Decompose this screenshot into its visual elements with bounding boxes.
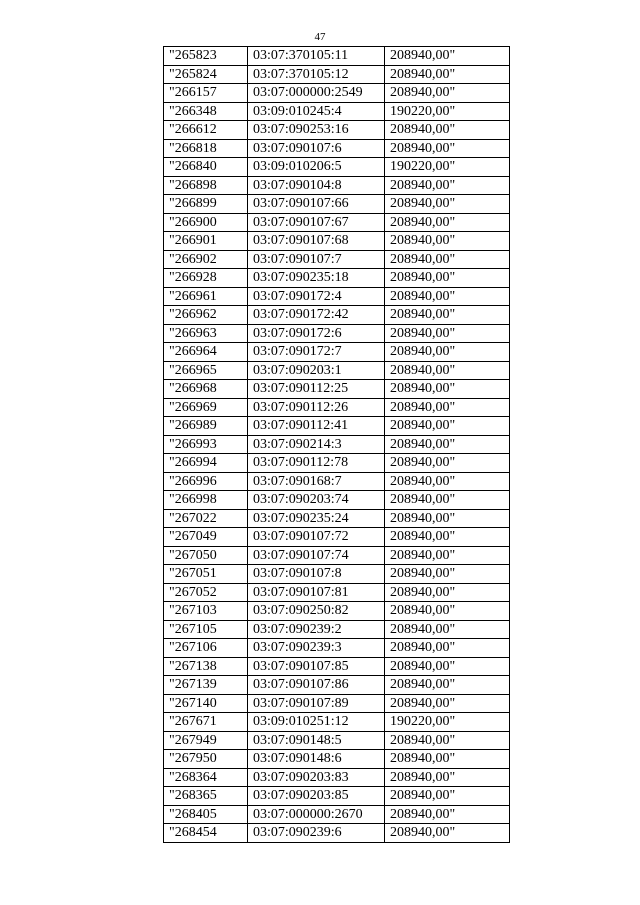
record-number-cell: "266928 xyxy=(164,269,248,288)
record-number-cell: "266612 xyxy=(164,121,248,140)
value-cell: 208940,00" xyxy=(385,528,510,547)
record-number-cell: "267022 xyxy=(164,509,248,528)
value-cell: 208940,00" xyxy=(385,824,510,843)
value-cell: 208940,00" xyxy=(385,565,510,584)
record-number-cell: "266961 xyxy=(164,287,248,306)
value-cell: 208940,00" xyxy=(385,398,510,417)
cadastral-number-cell: 03:07:090214:3 xyxy=(248,435,385,454)
value-cell: 208940,00" xyxy=(385,546,510,565)
cadastral-number-cell: 03:07:090107:81 xyxy=(248,583,385,602)
table-row xyxy=(164,398,510,417)
value-cell: 208940,00" xyxy=(385,472,510,491)
record-number-cell: "266964 xyxy=(164,343,248,362)
record-number-cell: "268405 xyxy=(164,805,248,824)
cadastral-number-cell: 03:07:090239:3 xyxy=(248,639,385,658)
table-row xyxy=(164,824,510,843)
table-row xyxy=(164,528,510,547)
table-row xyxy=(164,306,510,325)
value-cell: 208940,00" xyxy=(385,195,510,214)
cadastral-number-cell: 03:09:010245:4 xyxy=(248,102,385,121)
table-row xyxy=(164,805,510,824)
table-row xyxy=(164,676,510,695)
record-number-cell: "266962 xyxy=(164,306,248,325)
cadastral-number-cell: 03:07:090203:74 xyxy=(248,491,385,510)
table-row xyxy=(164,472,510,491)
value-cell: 208940,00" xyxy=(385,84,510,103)
record-number-cell: "267140 xyxy=(164,694,248,713)
record-number-cell: "266900 xyxy=(164,213,248,232)
record-number-cell: "266969 xyxy=(164,398,248,417)
cadastral-number-cell: 03:07:090107:6 xyxy=(248,139,385,158)
table-row xyxy=(164,639,510,658)
value-cell: 208940,00" xyxy=(385,454,510,473)
value-cell: 208940,00" xyxy=(385,361,510,380)
registry-table xyxy=(163,46,510,843)
cadastral-number-cell: 03:07:370105:12 xyxy=(248,65,385,84)
cadastral-number-cell: 03:07:090107:67 xyxy=(248,213,385,232)
cadastral-number-cell: 03:07:090104:8 xyxy=(248,176,385,195)
cadastral-number-cell: 03:07:090239:2 xyxy=(248,620,385,639)
table-row xyxy=(164,176,510,195)
value-cell: 208940,00" xyxy=(385,491,510,510)
cadastral-number-cell: 03:07:090235:24 xyxy=(248,509,385,528)
value-cell: 208940,00" xyxy=(385,435,510,454)
cadastral-number-cell: 03:07:090203:1 xyxy=(248,361,385,380)
value-cell: 208940,00" xyxy=(385,509,510,528)
table-row xyxy=(164,657,510,676)
record-number-cell: "266994 xyxy=(164,454,248,473)
table-row xyxy=(164,84,510,103)
cadastral-number-cell: 03:07:090250:82 xyxy=(248,602,385,621)
cadastral-number-cell: 03:07:090235:18 xyxy=(248,269,385,288)
value-cell: 208940,00" xyxy=(385,306,510,325)
value-cell: 208940,00" xyxy=(385,639,510,658)
record-number-cell: "267049 xyxy=(164,528,248,547)
record-number-cell: "268365 xyxy=(164,787,248,806)
record-number-cell: "266963 xyxy=(164,324,248,343)
cadastral-number-cell: 03:07:090107:8 xyxy=(248,565,385,584)
page-number: 47 xyxy=(314,31,326,43)
record-number-cell: "266998 xyxy=(164,491,248,510)
cadastral-number-cell: 03:07:090112:25 xyxy=(248,380,385,399)
cadastral-number-cell: 03:07:090253:16 xyxy=(248,121,385,140)
cadastral-number-cell: 03:07:090172:4 xyxy=(248,287,385,306)
value-cell: 208940,00" xyxy=(385,731,510,750)
value-cell: 190220,00" xyxy=(385,158,510,177)
value-cell: 208940,00" xyxy=(385,417,510,436)
table-row xyxy=(164,232,510,251)
record-number-cell: "266968 xyxy=(164,380,248,399)
cadastral-number-cell: 03:07:090148:5 xyxy=(248,731,385,750)
value-cell: 208940,00" xyxy=(385,750,510,769)
record-number-cell: "266348 xyxy=(164,102,248,121)
value-cell: 208940,00" xyxy=(385,269,510,288)
value-cell: 208940,00" xyxy=(385,657,510,676)
record-number-cell: "266899 xyxy=(164,195,248,214)
value-cell: 208940,00" xyxy=(385,694,510,713)
value-cell: 208940,00" xyxy=(385,250,510,269)
cadastral-number-cell: 03:07:090203:85 xyxy=(248,787,385,806)
record-number-cell: "266989 xyxy=(164,417,248,436)
value-cell: 208940,00" xyxy=(385,47,510,66)
cadastral-number-cell: 03:07:090239:6 xyxy=(248,824,385,843)
record-number-cell: "266818 xyxy=(164,139,248,158)
registry-table-body xyxy=(164,47,510,843)
value-cell: 208940,00" xyxy=(385,324,510,343)
table-row xyxy=(164,509,510,528)
record-number-cell: "267103 xyxy=(164,602,248,621)
value-cell: 208940,00" xyxy=(385,287,510,306)
record-number-cell: "265823 xyxy=(164,47,248,66)
value-cell: 208940,00" xyxy=(385,121,510,140)
cadastral-number-cell: 03:07:090107:74 xyxy=(248,546,385,565)
record-number-cell: "266993 xyxy=(164,435,248,454)
record-number-cell: "268454 xyxy=(164,824,248,843)
cadastral-number-cell: 03:07:090172:6 xyxy=(248,324,385,343)
cadastral-number-cell: 03:07:090107:68 xyxy=(248,232,385,251)
table-row xyxy=(164,417,510,436)
value-cell: 208940,00" xyxy=(385,620,510,639)
table-row xyxy=(164,121,510,140)
record-number-cell: "266898 xyxy=(164,176,248,195)
table-row xyxy=(164,361,510,380)
cadastral-number-cell: 03:07:090107:72 xyxy=(248,528,385,547)
value-cell: 208940,00" xyxy=(385,602,510,621)
table-row xyxy=(164,620,510,639)
cadastral-number-cell: 03:07:090168:7 xyxy=(248,472,385,491)
cadastral-number-cell: 03:07:000000:2670 xyxy=(248,805,385,824)
table-row xyxy=(164,713,510,732)
value-cell: 208940,00" xyxy=(385,805,510,824)
record-number-cell: "266157 xyxy=(164,84,248,103)
cadastral-number-cell: 03:07:090107:89 xyxy=(248,694,385,713)
record-number-cell: "266902 xyxy=(164,250,248,269)
record-number-cell: "266840 xyxy=(164,158,248,177)
cadastral-number-cell: 03:07:090172:7 xyxy=(248,343,385,362)
table-row xyxy=(164,287,510,306)
table-row xyxy=(164,213,510,232)
record-number-cell: "267050 xyxy=(164,546,248,565)
table-row xyxy=(164,195,510,214)
value-cell: 208940,00" xyxy=(385,232,510,251)
cadastral-number-cell: 03:07:090107:86 xyxy=(248,676,385,695)
value-cell: 208940,00" xyxy=(385,139,510,158)
cadastral-number-cell: 03:07:090112:78 xyxy=(248,454,385,473)
value-cell: 208940,00" xyxy=(385,787,510,806)
table-row xyxy=(164,65,510,84)
record-number-cell: "267052 xyxy=(164,583,248,602)
table-row xyxy=(164,454,510,473)
record-number-cell: "267105 xyxy=(164,620,248,639)
table-row xyxy=(164,380,510,399)
table-row xyxy=(164,47,510,66)
cadastral-number-cell: 03:07:090112:41 xyxy=(248,417,385,436)
cadastral-number-cell: 03:07:090112:26 xyxy=(248,398,385,417)
cadastral-number-cell: 03:07:090107:66 xyxy=(248,195,385,214)
table-row xyxy=(164,269,510,288)
table-row xyxy=(164,565,510,584)
cadastral-number-cell: 03:07:370105:11 xyxy=(248,47,385,66)
table-row xyxy=(164,787,510,806)
record-number-cell: "267139 xyxy=(164,676,248,695)
table-row xyxy=(164,491,510,510)
cadastral-number-cell: 03:09:010251:12 xyxy=(248,713,385,732)
record-number-cell: "267950 xyxy=(164,750,248,769)
record-number-cell: "265824 xyxy=(164,65,248,84)
table-row xyxy=(164,324,510,343)
value-cell: 208940,00" xyxy=(385,676,510,695)
record-number-cell: "266996 xyxy=(164,472,248,491)
cadastral-number-cell: 03:07:090172:42 xyxy=(248,306,385,325)
table-row xyxy=(164,546,510,565)
value-cell: 190220,00" xyxy=(385,713,510,732)
value-cell: 208940,00" xyxy=(385,213,510,232)
table-row xyxy=(164,250,510,269)
value-cell: 208940,00" xyxy=(385,768,510,787)
cadastral-number-cell: 03:09:010206:5 xyxy=(248,158,385,177)
record-number-cell: "267138 xyxy=(164,657,248,676)
table-row xyxy=(164,435,510,454)
table-row xyxy=(164,768,510,787)
table-row xyxy=(164,750,510,769)
value-cell: 208940,00" xyxy=(385,583,510,602)
value-cell: 208940,00" xyxy=(385,380,510,399)
table-row xyxy=(164,583,510,602)
record-number-cell: "267106 xyxy=(164,639,248,658)
value-cell: 190220,00" xyxy=(385,102,510,121)
cadastral-number-cell: 03:07:090107:85 xyxy=(248,657,385,676)
record-number-cell: "267949 xyxy=(164,731,248,750)
table-row xyxy=(164,343,510,362)
record-number-cell: "266965 xyxy=(164,361,248,380)
table-row xyxy=(164,602,510,621)
table-row xyxy=(164,694,510,713)
cadastral-number-cell: 03:07:090203:83 xyxy=(248,768,385,787)
record-number-cell: "266901 xyxy=(164,232,248,251)
record-number-cell: "267671 xyxy=(164,713,248,732)
table-row xyxy=(164,158,510,177)
record-number-cell: "268364 xyxy=(164,768,248,787)
cadastral-number-cell: 03:07:090148:6 xyxy=(248,750,385,769)
record-number-cell: "267051 xyxy=(164,565,248,584)
table-row xyxy=(164,731,510,750)
table-row xyxy=(164,139,510,158)
value-cell: 208940,00" xyxy=(385,65,510,84)
table-row xyxy=(164,102,510,121)
cadastral-number-cell: 03:07:000000:2549 xyxy=(248,84,385,103)
cadastral-number-cell: 03:07:090107:7 xyxy=(248,250,385,269)
value-cell: 208940,00" xyxy=(385,176,510,195)
value-cell: 208940,00" xyxy=(385,343,510,362)
